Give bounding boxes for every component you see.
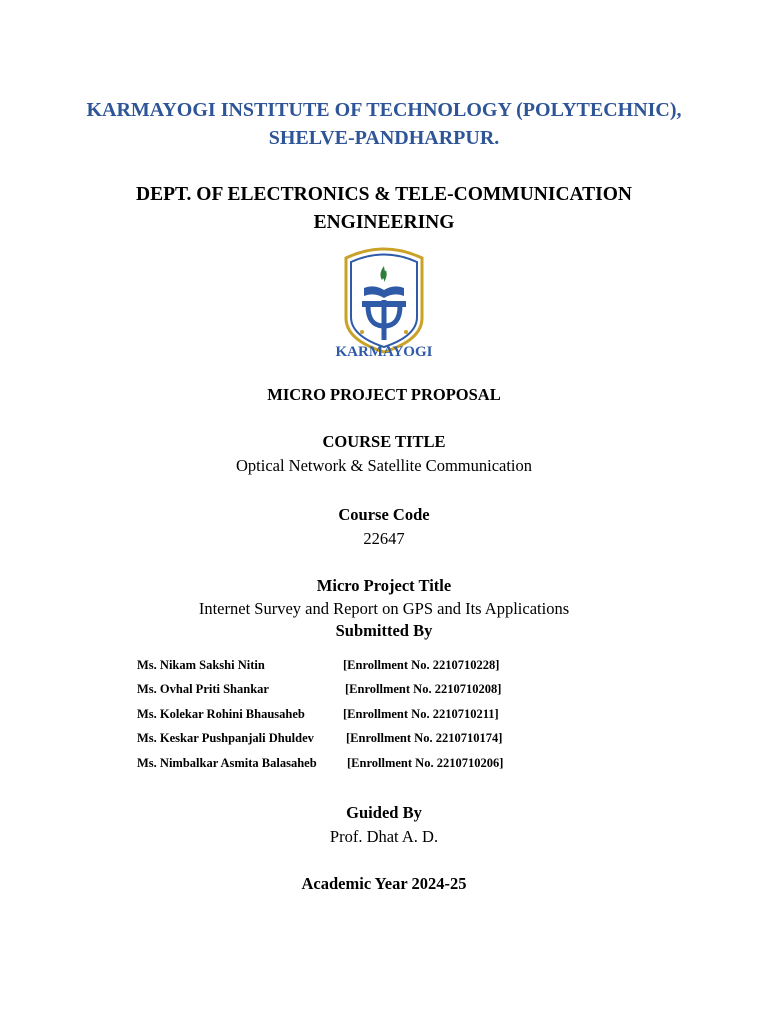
guided-by-label: Guided By bbox=[346, 803, 422, 822]
student-name: Ms. Nikam Sakshi Nitin bbox=[137, 657, 265, 672]
student-name: Ms. Nimbalkar Asmita Balasaheb bbox=[137, 755, 317, 770]
student-row bbox=[137, 702, 557, 727]
course-code-value: 22647 bbox=[363, 529, 405, 548]
student-enrollment: [Enrollment No. 2210710211] bbox=[343, 706, 499, 721]
micro-project-title-label: Micro Project Title bbox=[316, 576, 452, 595]
institute-name bbox=[0, 96, 768, 152]
department-line-2: ENGINEERING bbox=[313, 212, 455, 233]
student-enrollment: [Enrollment No. 2210710208] bbox=[345, 682, 502, 697]
student-name: Ms. Ovhal Priti Shankar bbox=[137, 682, 269, 697]
student-enrollment: [Enrollment No. 2210710174] bbox=[346, 731, 503, 746]
institute-line-2: SHELVE-PANDHARPUR. bbox=[268, 127, 500, 149]
student-name: Ms. Kolekar Rohini Bhausaheb bbox=[137, 706, 305, 721]
guide-name: Prof. Dhat A. D. bbox=[329, 827, 439, 846]
student-enrollment: [Enrollment No. 2210710228] bbox=[343, 657, 500, 672]
student-row bbox=[137, 751, 557, 776]
course-title-value: Optical Network & Satellite Communication bbox=[235, 456, 533, 475]
student-row bbox=[137, 678, 557, 703]
course-code-label: Course Code bbox=[338, 505, 430, 524]
student-row bbox=[137, 727, 557, 752]
proposal-heading: MICRO PROJECT PROPOSAL bbox=[267, 385, 501, 404]
student-row bbox=[137, 653, 557, 678]
academic-year: Academic Year 2024-25 bbox=[301, 874, 467, 893]
student-list bbox=[137, 653, 557, 776]
course-title-label: COURSE TITLE bbox=[322, 432, 446, 451]
submitted-by-label: Submitted By bbox=[335, 621, 433, 640]
department-name bbox=[0, 181, 768, 237]
department-line-1: DEPT. OF ELECTRONICS & TELE-COMMUNICATION bbox=[135, 184, 633, 205]
institute-line-1: KARMAYOGI INSTITUTE OF TECHNOLOGY (POLYTECHNIC), bbox=[86, 99, 682, 121]
student-enrollment: [Enrollment No. 2210710206] bbox=[347, 755, 504, 770]
student-name: Ms. Keskar Pushpanjali Dhuldev bbox=[137, 731, 314, 746]
logo-wordmark: KARMAYOGI bbox=[335, 344, 433, 360]
institute-logo bbox=[332, 244, 436, 368]
micro-project-title-value: Internet Survey and Report on GPS and Its Applications bbox=[198, 599, 570, 618]
